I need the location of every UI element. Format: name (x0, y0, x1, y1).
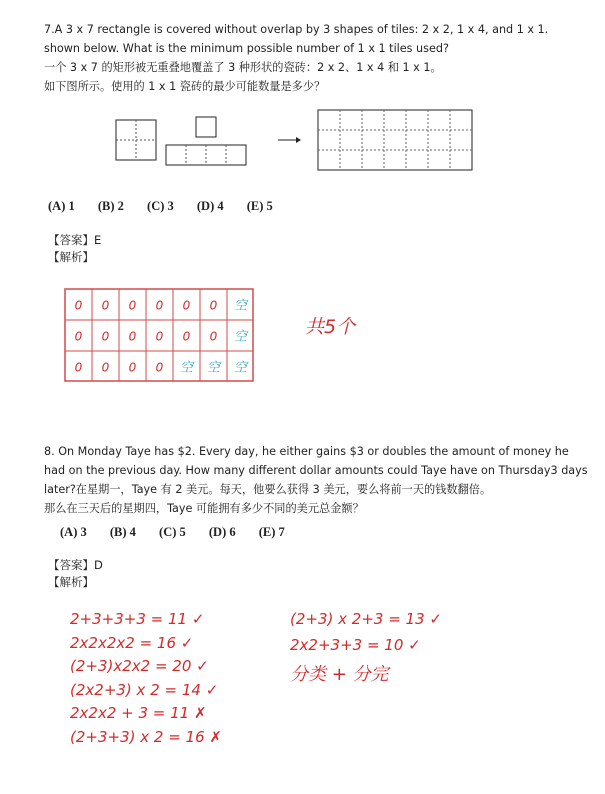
grid-tile-mark: 0 (128, 360, 137, 375)
problem-8-explanation-label: 【解析】 (48, 575, 94, 589)
work-line: (2x2+3) x 2 = 14 ✓ (70, 680, 219, 699)
work-line: 2x2x2 + 3 = 11 ✗ (70, 704, 207, 722)
target-rectangle-3x7 (318, 110, 472, 170)
grid-blank-mark: 空 (233, 298, 248, 314)
tile-shapes-figure (110, 105, 490, 175)
work-line: (2+3)x2x2 = 20 ✓ (70, 657, 209, 675)
problem-7-answer: 【答案】E (48, 233, 102, 247)
grid-tile-mark: 0 (74, 329, 83, 344)
grid-tile-mark: 0 (128, 298, 137, 313)
work-line: 2x2x2x2 = 16 ✓ (70, 633, 194, 652)
choice-a: (A) 3 (60, 525, 87, 539)
handwritten-total-note: 共5个 (305, 316, 356, 338)
grid-tile-mark: 0 (155, 298, 164, 313)
problem-7-choices (48, 199, 293, 214)
choice-c: (C) 3 (147, 199, 174, 213)
work-line: 2+3+3+3 = 11 ✓ (70, 610, 205, 628)
arrow-icon (278, 137, 301, 143)
choice-c: (C) 5 (159, 525, 186, 539)
choice-d: (D) 6 (208, 525, 236, 539)
handwritten-work-left (70, 608, 222, 749)
grid-tile-mark: 0 (155, 360, 164, 375)
tile-2x2 (116, 120, 156, 160)
handwritten-grid (64, 288, 256, 384)
grid-tile-mark: 0 (182, 329, 191, 344)
problem-7-line-1: 7.A 3 x 7 rectangle is covered without overlap by 3 shapes of tiles: 2 x 2, 1 x 4, and 1 x 1. (44, 23, 549, 36)
grid-tile-mark: 0 (155, 329, 164, 344)
work-line: 分类 + 分完 (290, 664, 389, 685)
problem-7-explanation-label: 【解析】 (48, 250, 94, 264)
grid-tile-mark: 0 (209, 329, 218, 344)
grid-tile-mark: 0 (101, 329, 110, 344)
choice-e: (E) 5 (246, 199, 273, 213)
grid-tile-mark: 0 (74, 360, 83, 375)
handwritten-work-right (290, 606, 442, 688)
work-line: (2+3) x 2+3 = 13 ✓ (290, 610, 442, 628)
choice-e: (E) 7 (258, 525, 285, 539)
grid-blank-mark: 空 (206, 360, 221, 376)
problem-8-line-3: later?在星期一，Taye 有 2 美元。每天，他要么获得 3 美元，要么将前一天的钱数翻倍。 (44, 483, 492, 496)
grid-tile-mark: 0 (101, 298, 110, 313)
problem-8-answer: 【答案】D (48, 558, 103, 572)
problem-7-line-4: 如下图所示。使用的 1 x 1 瓷砖的最少可能数量是多少？ (44, 80, 326, 93)
grid-blank-mark: 空 (233, 360, 248, 376)
choice-d: (D) 4 (196, 199, 224, 213)
grid-blank-mark: 空 (233, 329, 248, 345)
problem-8-statement (44, 442, 588, 518)
problem-8-line-1: 8. On Monday Taye has $2. Every day, he either gains $3 or doubles the amount of money he (44, 445, 569, 458)
grid-tile-mark: 0 (209, 298, 218, 313)
problem-8-line-2: had on the previous day. How many different dollar amounts could Taye have on Thursday3 days (44, 464, 588, 477)
grid-blank-mark: 空 (179, 360, 194, 376)
grid-tile-mark: 0 (182, 298, 191, 313)
grid-tile-mark: 0 (128, 329, 137, 344)
problem-8-choices (60, 525, 305, 540)
choice-a: (A) 1 (48, 199, 75, 213)
tile-1x1 (196, 117, 216, 137)
problem-7-statement (44, 20, 564, 96)
choice-b: (B) 4 (109, 525, 136, 539)
work-line: 2x2+3+3 = 10 ✓ (290, 636, 421, 654)
grid-tile-mark: 0 (74, 298, 83, 313)
problem-8-line-4: 那么在三天后的星期四，Taye 可能拥有多少不同的美元总金额？ (44, 502, 364, 515)
tile-1x4 (166, 145, 246, 165)
problem-7-line-2: shown below. What is the minimum possible number of 1 x 1 tiles used? (44, 42, 449, 55)
problem-7-line-3: 一个 3 x 7 的矩形被无重叠地覆盖了 3 种形状的瓷砖：2 x 2、1 x 4 和 1 x 1。 (44, 61, 442, 74)
grid-tile-mark: 0 (101, 360, 110, 375)
work-line: (2+3+3) x 2 = 16 ✗ (70, 727, 222, 746)
choice-b: (B) 2 (97, 199, 124, 213)
